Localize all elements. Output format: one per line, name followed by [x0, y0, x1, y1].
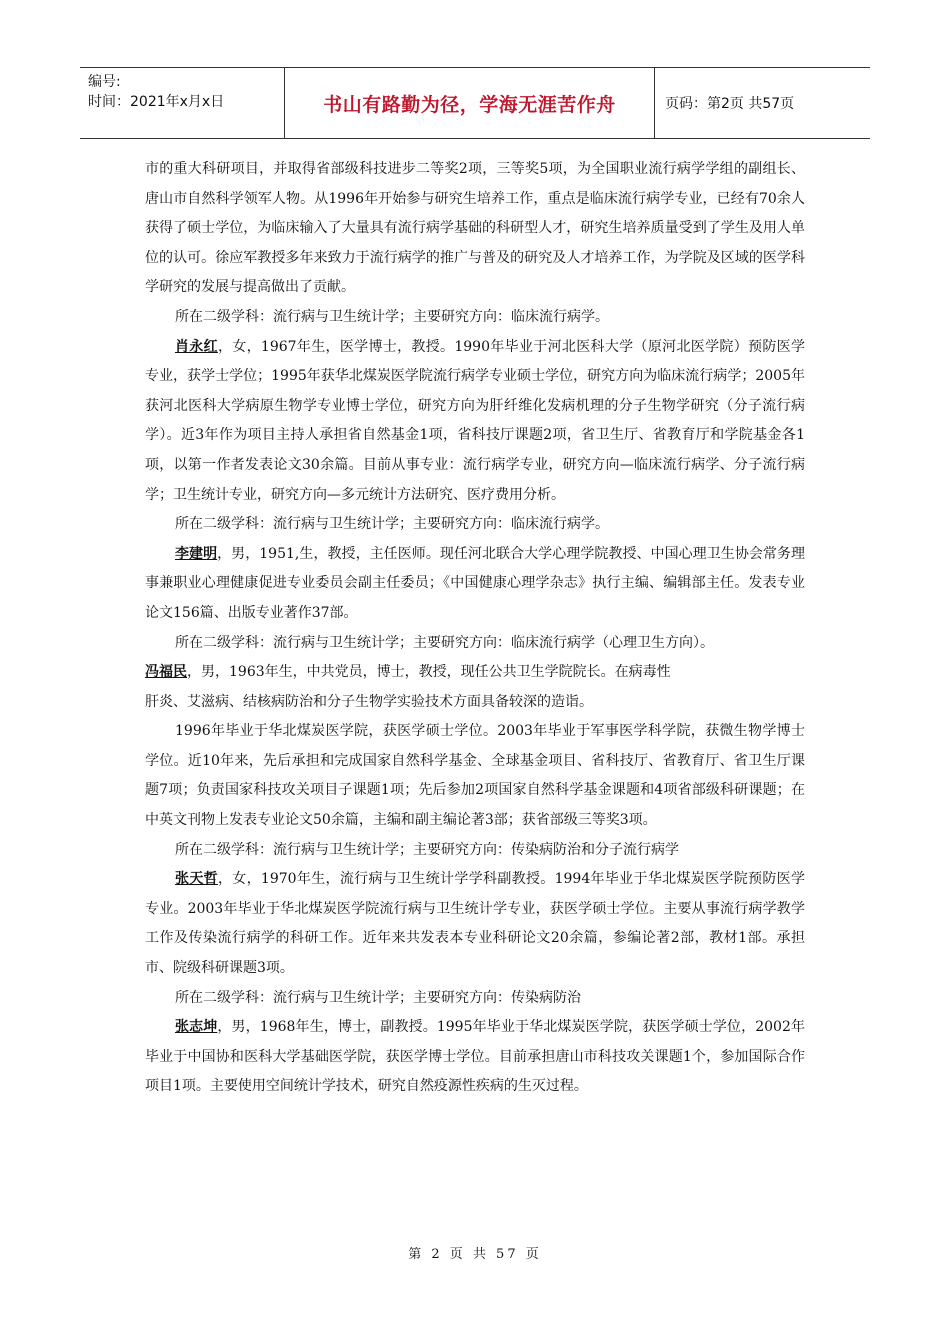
paragraph-text: 1996年毕业于华北煤炭医学院，获医学硕士学位。2003年毕业于军事医学科学院，获微生物学博士学位。近10年来，先后承担和完成国家自然科学基金、全球基金项目、省科技厅、省教育厅、省卫生厅课题7项；负责国家科技攻关项目子课题1项；先后参加2项国家自然科学基金课题和4项省部级科研课题；在中英文刊物上发表专业论文50余篇，主编和副主编论著3部；获省部级三等奖3项。	[145, 723, 805, 829]
paragraph-text: ，男，1951,生，教授，主任医师。现任河北联合大学心理学院教授、中国心理卫生协会常务理事兼职业心理健康促进专业委员会副主任委员；《中国健康心理学杂志》执行主编、编辑部主任。发表专业论文156篇、出版专业著作37部。	[145, 545, 806, 621]
body-paragraph	[145, 510, 805, 540]
body-paragraph	[145, 717, 805, 835]
body-paragraph	[145, 629, 805, 659]
paragraph-text: ，女，1970年生，流行病与卫生统计学学科副教授。1994年毕业于华北煤炭医学院预防医学专业。2003年毕业于华北煤炭医学院流行病与卫生统计学专业，获医学硕士学位。主要从事流行病学教学工作及传染流行病学的科研工作。近年来共发表本专业科研论文20余篇，参编论著2部，教材1部。承担市、院级科研课题3项。	[145, 871, 806, 977]
page-footer: 第 2 页 共 57 页	[408, 1247, 542, 1262]
body-paragraph	[145, 155, 805, 303]
body-paragraph	[145, 333, 805, 511]
paragraph-text: 所在二级学科：流行病与卫生统计学；主要研究方向：传染病防治	[175, 989, 581, 1006]
paragraph-text: 所在二级学科：流行病与卫生统计学；主要研究方向：临床流行病学。	[175, 516, 609, 533]
body-paragraph	[145, 836, 805, 866]
paragraph-text: 所在二级学科：流行病与卫生统计学；主要研究方向：临床流行病学。	[175, 308, 609, 325]
person-name: 肖永红	[175, 338, 218, 355]
body-paragraph	[145, 303, 805, 333]
document-body	[145, 155, 805, 1102]
paragraph-text: ，男，1968年生，博士，副教授。1995年毕业于华北煤炭医学院，获医学硕士学位，2002年毕业于中国协和医科大学基础医学院，获医学博士学位。目前承担唐山市科技攻关课题1个，参加国际合作项目1项。主要使用空间统计学技术，研究自然疫源性疾病的生灭过程。	[145, 1019, 806, 1095]
person-name: 张志坤	[175, 1019, 218, 1036]
body-paragraph	[145, 688, 805, 718]
paragraph-text: 肝炎、艾滋病、结核病防治和分子生物学实验技术方面具备较深的造诣。	[145, 693, 593, 710]
date-label: 时间：2021年x月x日	[88, 94, 225, 110]
body-paragraph	[145, 658, 805, 688]
person-name: 冯福民	[145, 664, 187, 681]
body-paragraph	[145, 984, 805, 1014]
person-name: 张天哲	[175, 871, 218, 888]
person-name: 李建明	[175, 545, 218, 562]
header-info	[80, 68, 285, 138]
header-motto: 书山有路勤为径，学海无涯苦作舟	[285, 68, 655, 138]
page-header	[80, 67, 870, 139]
body-paragraph	[145, 540, 805, 629]
body-paragraph	[145, 865, 805, 983]
paragraph-text: ，女，1967年生，医学博士，教授。1990年毕业于河北医科大学（原河北医学院）预防医学专业，获学士学位；1995年获华北煤炭医学院流行病学专业硕士学位，研究方向为临床流行病学；2005年获河北医科大学病原生物学专业博士学位，研究方向为肝纤维化发病机理的分子生物学研究（分子流行病学）。近3年作为项目主持人承担省自然基金1项，省科技厅课题2项，省卫生厅、省教育厅和学院基金各1项，以第一作者发表论文30余篇。目前从事专业：流行病学专业，研究方向—临床流行病学、分子流行病学；卫生统计专业，研究方向—多元统计方法研究、医疗费用分析。	[145, 338, 806, 503]
code-label: 编号:	[88, 74, 121, 90]
paragraph-text: 所在二级学科：流行病与卫生统计学；主要研究方向：临床流行病学（心理卫生方向）。	[175, 634, 714, 651]
body-paragraph	[145, 1013, 805, 1102]
header-page-number: 页码：第2页 共57页	[665, 96, 795, 112]
paragraph-text: 所在二级学科：流行病与卫生统计学；主要研究方向：传染病防治和分子流行病学	[175, 841, 679, 858]
paragraph-text: 市的重大科研项目，并取得省部级科技进步二等奖2项，三等奖5项，为全国职业流行病学学组的副组长、唐山市自然科学领军人物。从1996年开始参与研究生培养工作，重点是临床流行病学专业，已经有70余人获得了硕士学位，为临床输入了大量具有流行病学基础的科研型人才，研究生培养质量受到了学生及用人单位的认可。徐应军教授多年来致力于流行病学的推广与普及的研究及人才培养工作，为学院及区域的医学科学研究的发展与提高做出了贡献。	[145, 161, 805, 296]
paragraph-text: ，男，1963年生，中共党员，博士，教授，现任公共卫生学院院长。在病毒性	[187, 664, 671, 681]
